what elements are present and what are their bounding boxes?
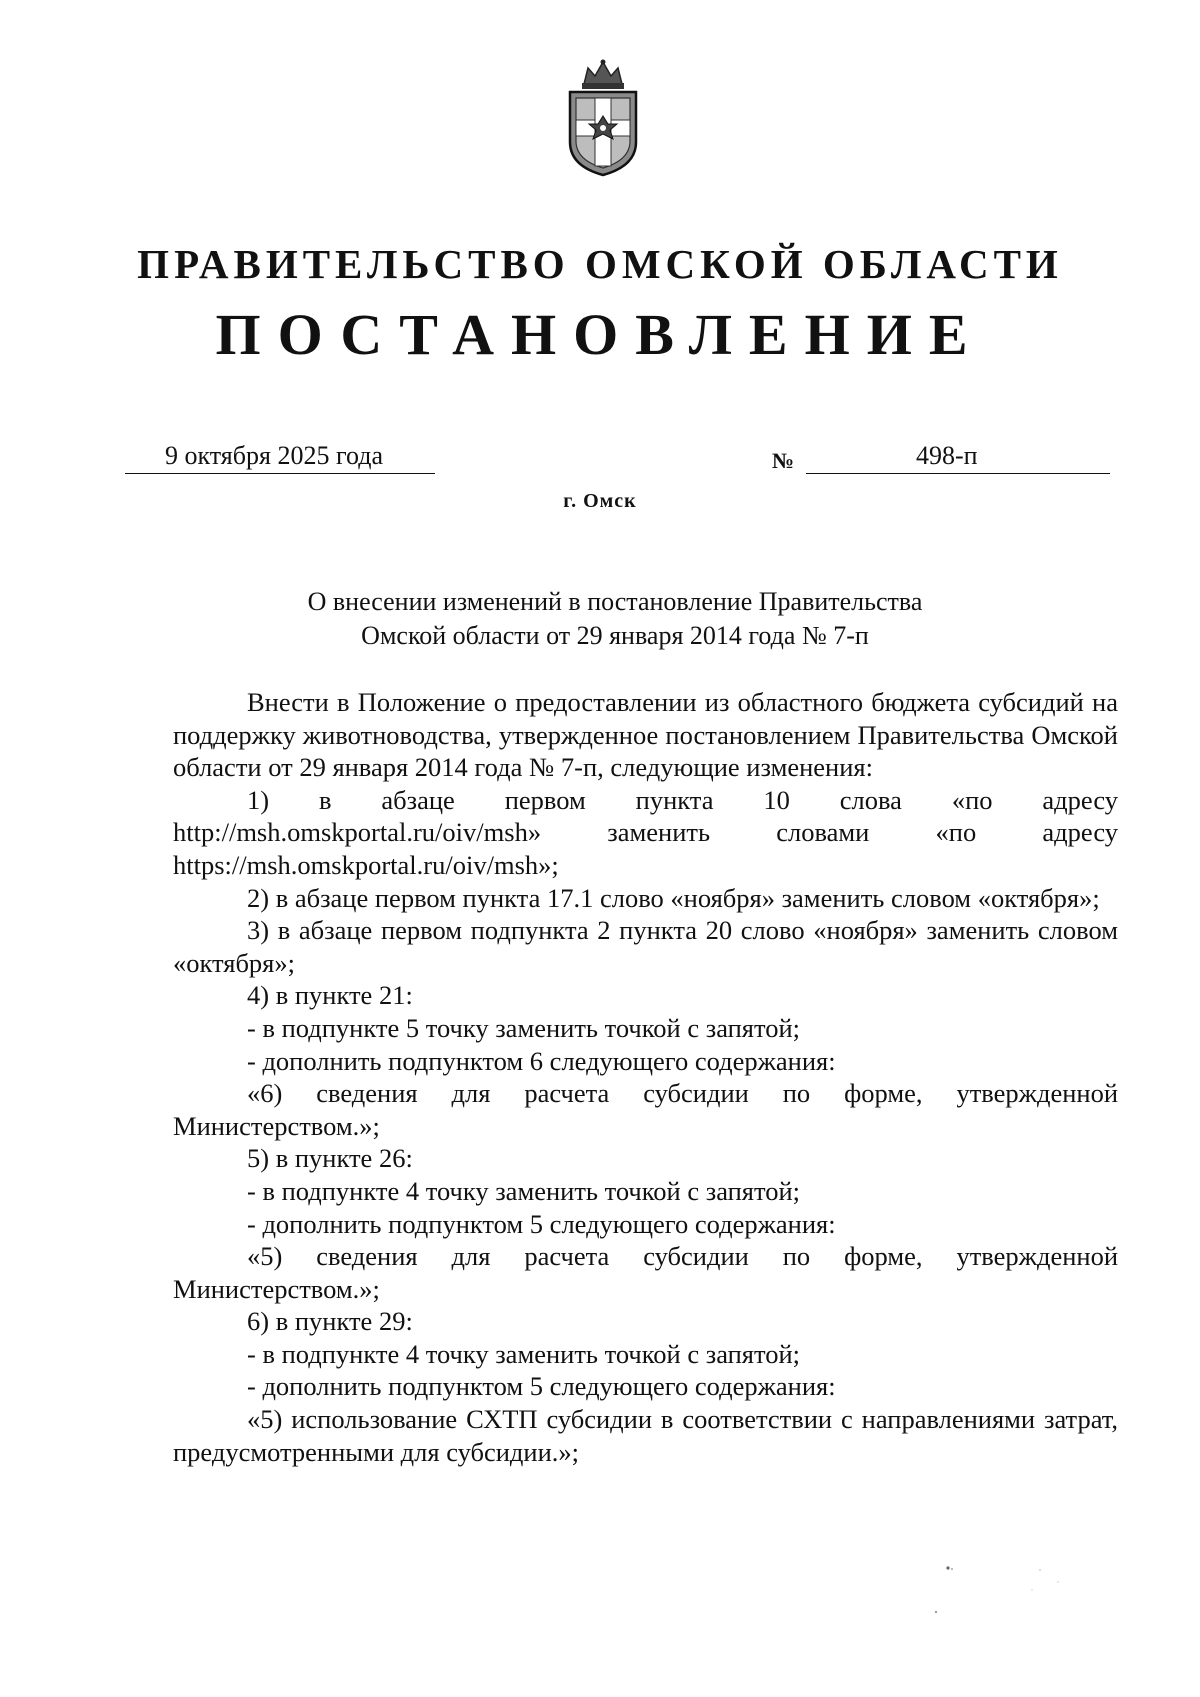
body-paragraph: 2) в абзаце первом пункта 17.1 слово «ноября» заменить словом «октября»;	[247, 882, 1100, 913]
city-label: г. Омск	[563, 490, 637, 512]
title-line: Омской области от 29 января 2014 года № 7-п	[361, 621, 869, 650]
organization-heading: ПРАВИТЕЛЬСТВО ОМСКОЙ ОБЛАСТИ	[137, 241, 1063, 287]
body-paragraph: «5) сведения для расчета субсидии по форме, утвержденной Министерством.»;	[173, 1241, 1118, 1304]
body-paragraph: Внести в Положение о предоставлении из областного бюджета субсидий на поддержку животноводства, утвержденное постановлением Правительства Омской области от 29 января 2014 года № 7-п, следующие изменения:	[173, 687, 1118, 783]
body-paragraph: - дополнить подпунктом 6 следующего содержания:	[247, 1045, 836, 1076]
body-paragraph: 4) в пункте 21:	[247, 980, 413, 1011]
number-sign: №	[772, 448, 795, 473]
number-field	[806, 441, 1110, 474]
coat-of-arms-icon	[562, 58, 644, 178]
body-paragraph: - дополнить подпунктом 5 следующего содержания:	[247, 1371, 836, 1402]
body-paragraph: - в подпункте 4 точку заменить точкой с запятой;	[247, 1175, 801, 1206]
body-paragraph: «5) использование СХТП субсидии в соответствии с направлениями затрат, предусмотренными для субсидии.»;	[173, 1404, 1118, 1467]
document-title	[175, 585, 1055, 653]
document-number: 498-п	[916, 441, 978, 470]
body-paragraph: 5) в пункте 26:	[247, 1143, 413, 1174]
body-paragraph: 1) в абзаце первом пункта 10 слова «по адресу http://msh.omskportal.ru/oiv/msh» заменить словами «по адресу https://msh.omskportal.ru/oiv/msh»;	[173, 784, 1118, 880]
title-line: О внесении изменений в постановление Правительства	[307, 587, 923, 616]
scan-specks	[920, 1560, 1080, 1620]
body-paragraph: - в подпункте 5 точку заменить точкой с запятой;	[247, 1012, 801, 1043]
body-paragraph: 3) в абзаце первом подпункта 2 пункта 20 слово «ноября» заменить словом «октября»;	[173, 915, 1118, 978]
document-body	[173, 686, 1118, 1468]
body-paragraph: - дополнить подпунктом 5 следующего содержания:	[247, 1208, 836, 1239]
date-field	[125, 441, 435, 474]
body-paragraph: - в подпункте 4 точку заменить точкой с запятой;	[247, 1338, 801, 1369]
body-paragraph: «6) сведения для расчета субсидии по форме, утвержденной Министерством.»;	[173, 1078, 1118, 1141]
document-type-heading: ПОСТАНОВЛЕНИЕ	[215, 302, 985, 367]
body-paragraph: 6) в пункте 29:	[247, 1306, 413, 1337]
document-date: 9 октября 2025 года	[165, 441, 383, 470]
